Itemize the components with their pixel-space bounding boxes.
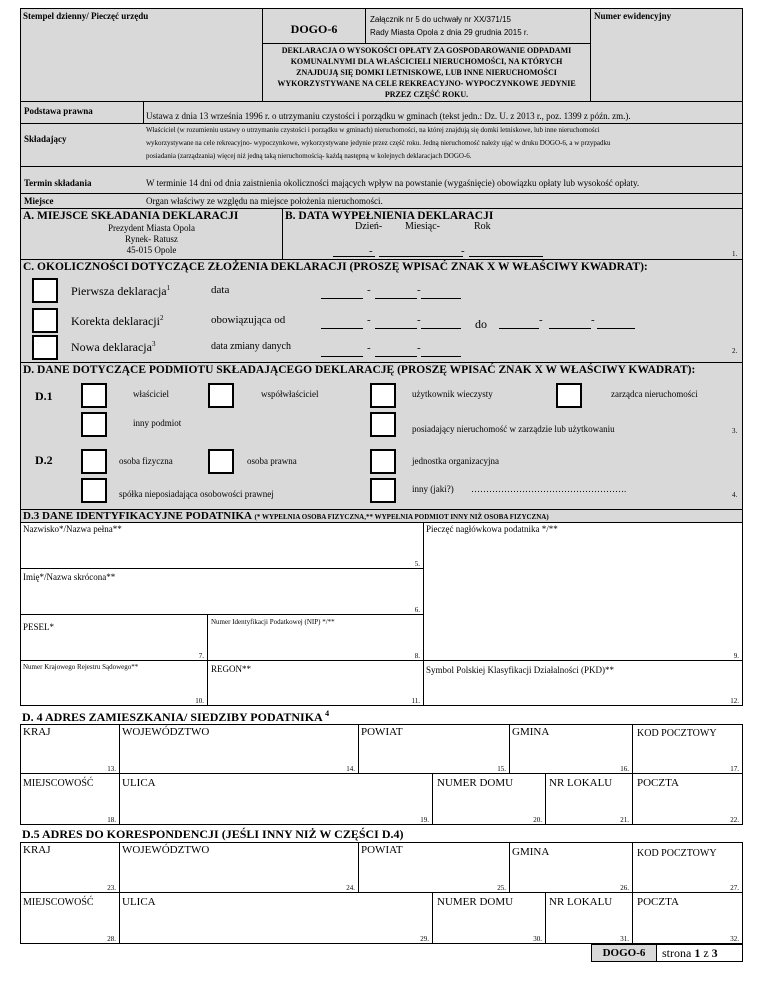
taxpayer-stamp-label: Pieczęć nagłówkowa podatnika */** [426,524,558,534]
page-indicator-box [656,944,743,962]
new-date-month[interactable] [375,356,417,357]
surname-field[interactable] [20,522,424,569]
field-number-32: 32. [730,935,739,943]
footer-form-code-box [591,944,657,962]
field-number-29: 29. [420,935,429,943]
field-number-19: 19. [420,816,429,824]
field-number-12: 12. [730,697,739,705]
date-year-field[interactable] [469,256,543,257]
field-number-5: 5. [414,560,420,568]
new-declaration-checkbox[interactable] [32,335,58,360]
d4-voivodeship-label: WOJEWÓDZTWO [122,726,210,738]
section-d3-title-bar [20,509,743,523]
krs-field[interactable] [20,660,208,706]
d5-voivodeship-label: WOJEWÓDZTWO [122,844,210,856]
annex-box [365,8,591,44]
first-date-year[interactable] [421,298,461,299]
pkd-label: Symbol Polskiej Klasyfikacji Działalności (PKD)** [426,665,614,675]
field-number-15: 15. [497,765,506,773]
dash: - [417,314,421,326]
holder-label: posiadający nieruchomość w zarządzie lub użytkowaniu [412,424,615,434]
d5-county-field[interactable] [358,842,510,893]
d4-commune-field[interactable] [509,724,633,774]
office-street: Rynek- Ratusz [125,234,178,244]
d4-house-no-field[interactable] [432,773,546,825]
office-postcode: 45-015 Opole [126,245,177,255]
first-date-month[interactable] [375,298,417,299]
footer-form-code: DOGO-6 [602,947,646,959]
pesel-label: PESEL* [23,622,55,632]
form-code: DOGO-6 [290,22,338,36]
field-number-21: 21. [620,816,629,824]
d5-country-label: KRAJ [23,844,51,856]
office-stamp-label: Stempel dzienny/ Pieczęć urzędu [23,11,149,21]
manager-label: zarządca nieruchomości [611,389,698,399]
dash: - [367,284,371,296]
section-c-title: C. OKOLICZNOŚCI DOTYCZĄCE ZŁOŻENIA DEKLARACJI (PROSZĘ WPISAĆ ZNAK X W WŁAŚCIWY KWADRAT): [23,261,648,273]
section-a-title: A. MIEJSCE SKŁADANIA DEKLARACJI [23,210,239,222]
correction-to-day[interactable] [499,328,539,329]
field-number-20: 20. [533,816,542,824]
office-name: Prezydent Miasta Opola [108,223,195,233]
section-d3-note: (* WYPEŁNIA OSOBA FIZYCZNA,** WYPEŁNIA PODMIOT INNY NIŻ OSOBA FIZYCZNA) [254,513,549,521]
correction-to-year[interactable] [597,328,635,329]
owner-label: właściciel [133,389,169,399]
field-number-30: 30. [533,935,542,943]
place-row [20,193,743,209]
correction-checkbox[interactable] [32,308,58,333]
date-year-label: Rok [474,221,491,232]
d5-postcode-field[interactable] [632,842,743,893]
field-number-22: 22. [730,816,739,824]
d5-country-field[interactable] [20,842,120,893]
correction-date-label: obowiązująca od [211,314,286,326]
d4-street-label: ULICA [122,777,156,789]
d5-commune-label: GMINA [512,846,550,858]
d4-county-label: POWIAT [361,726,403,738]
field-number-13: 13. [107,765,116,773]
date-dash-1: - [369,245,373,257]
form-title-line-3: ZNAJDUJĄ SIĘ DOMKI LETNISKOWE, LUB INNE NIERUCHOMOŚCI [296,68,557,77]
d4-county-field[interactable] [358,724,510,774]
other-entity-label: inny podmiot [133,418,182,428]
org-unit-checkbox[interactable] [370,449,396,474]
field-number-25: 25. [497,884,506,892]
correction-from-year[interactable] [421,328,461,329]
first-name-label: Imię*/Nazwa skrócona** [23,572,116,582]
legal-basis-text: Ustawa z dnia 13 września 1996 r. o utrzymaniu czystości i porządku w gminach (tekst jedn.: Dz. U. z 2013 r., poz. 1399 z późn. zm.). [146,111,631,121]
field-number-3: 3. [732,427,738,435]
regon-field[interactable] [207,660,424,706]
filer-line-3: posiadania (zarządzania) więcej niż jedną taką nieruchomością- każdą następną w kolejnych deklaracjach DOGO-6. [146,152,472,160]
dash: - [367,342,371,354]
other-type-checkbox[interactable] [370,478,396,503]
field-number-7: 7. [198,652,204,660]
correction-to-month[interactable] [549,328,591,329]
form-title-line-4: WYKORZYSTYWANE NA CELE REKREACYJNO- WYPOCZYNKOWE JEDYNIE [277,79,576,88]
holder-checkbox[interactable] [370,412,396,437]
d4-postcode-field[interactable] [632,724,743,774]
form-title-line-5: PRZEZ CZĘŚĆ ROKU. [384,90,469,99]
d4-postcode-label: KOD POCZTOWY [637,728,717,739]
section-d-box [20,362,743,510]
krs-label: Numer Krajowego Rejestru Sądowego** [23,663,139,671]
taxpayer-stamp-field[interactable] [423,522,743,661]
field-number-14: 14. [346,765,355,773]
page-indicator: strona 1 z 3 [662,946,718,960]
date-day-label: Dzień- [355,221,383,232]
form-code-box [262,8,366,44]
legal-person-label: osoba prawna [247,456,297,466]
correction-label: Korekta deklaracji$^2$ [71,314,164,328]
field-number-18: 18. [107,816,116,824]
filer-line-2: wykorzystywane na cele rekreacyjno- wypoczynkowe, wykorzystywane jedynie przez część roku. Jedną nieruchomość należy ująć w druku DOGO-6, a w przypadku [146,139,611,147]
field-number-9: 9. [733,652,739,660]
first-name-field[interactable] [20,568,424,615]
d2-label: D.2 [35,453,53,467]
place-label: Miejsce [24,196,54,206]
correction-to-label: do [475,317,487,331]
deadline-row [20,166,743,194]
field-number-31: 31. [620,935,629,943]
other-type-field[interactable]: ……………………………………………. [471,484,627,494]
field-number-8: 8. [414,652,420,660]
d5-postcode-label: KOD POCZTOWY [637,848,717,859]
d5-street-field[interactable] [119,892,433,944]
new-date-year[interactable] [421,356,461,357]
d5-post-office-label: POCZTA [637,896,679,908]
first-declaration-label: Pierwsza deklaracja$^1$ [71,284,171,298]
natural-person-label: osoba fizyczna [119,456,173,466]
owner-checkbox[interactable] [81,383,107,408]
field-number-23: 23. [107,884,116,892]
d4-country-field[interactable] [20,724,120,774]
section-b-title: B. DATA WYPEŁNIENIA DEKLARACJI [285,210,494,222]
field-number-4: 4. [732,491,738,499]
dash: - [367,314,371,326]
correction-from-day[interactable] [321,328,363,329]
field-number-26: 26. [620,884,629,892]
field-number-24: 24. [346,884,355,892]
co-owner-label: współwłaściciel [261,389,319,399]
filer-label: Składający [24,134,67,144]
filer-line-1: Właściciel (w rozumieniu ustawy o utrzymaniu czystości i porządku w gminach) nieruchomości, na której znajdują się domki letniskowe, lub inne nieruchomości [146,126,600,134]
manager-checkbox[interactable] [556,383,582,408]
field-number-2: 2. [732,347,738,355]
org-unit-label: jednostka organizacyjna [412,456,500,466]
section-d3-title: D.3 DANE IDENTYFIKACYJNE PODATNIKA [23,510,252,522]
d5-house-no-label: NUMER DOMU [437,896,514,908]
correction-from-month[interactable] [375,328,417,329]
form-title-box [262,43,591,102]
legal-basis-row [20,101,743,124]
legal-person-checkbox[interactable] [208,449,234,474]
d5-flat-no-field[interactable] [545,892,633,944]
d4-street-field[interactable] [119,773,433,825]
section-a-box [20,208,283,260]
date-month-label: Miesiąc- [405,221,440,232]
field-number-27: 27. [730,884,739,892]
d4-house-no-label: NUMER DOMU [437,777,514,789]
pkd-field[interactable] [423,660,743,706]
field-number-16: 16. [620,765,629,773]
d5-locality-field[interactable] [20,892,120,944]
d4-country-label: KRAJ [23,726,51,738]
perpetual-user-checkbox[interactable] [370,383,396,408]
field-number-11: 11. [411,697,420,705]
d4-flat-no-field[interactable] [545,773,633,825]
section-b-box [282,208,743,260]
d5-commune-field[interactable] [509,842,633,893]
d5-flat-no-label: NR LOKALU [549,896,613,908]
d5-street-label: ULICA [122,896,156,908]
d5-voivodeship-field[interactable] [119,842,359,893]
section-c-box [20,259,743,363]
pesel-field[interactable] [20,614,208,661]
field-number-1: 1. [732,250,738,258]
deadline-text: W terminie 14 dni od dnia zaistnienia okoliczności mających wpływ na powstanie (wygaśnięcie) obowiązku opłaty lub wysokość opłaty. [146,178,640,188]
nip-label: Numer Identyfikacji Podatkowej (NIP) */** [211,618,335,626]
partnership-label: spółka nieposiadająca osobowości prawnej [119,489,274,499]
first-declaration-date-label: data [211,284,230,296]
legal-basis-label: Podstawa prawna [24,106,93,116]
d4-commune-label: GMINA [512,726,550,738]
field-number-28: 28. [107,935,116,943]
office-stamp-box [20,8,263,102]
other-entity-checkbox[interactable] [81,412,107,437]
first-date-day[interactable] [321,298,363,299]
surname-label: Nazwisko*/Nazwa pełna** [23,524,122,534]
annex-line-1: Załącznik nr 5 do uchwały nr XX/371/15 [370,15,511,24]
section-d4-title: D. 4 ADRES ZAMIESZKANIA/ SIEDZIBY PODATNIKA $^4$ [22,709,330,724]
regon-label: REGON** [211,664,251,674]
partnership-checkbox[interactable] [81,478,107,503]
d1-label: D.1 [35,389,53,403]
dash: - [591,314,595,326]
d4-flat-no-label: NR LOKALU [549,777,613,789]
field-number-10: 10. [195,697,204,705]
d4-locality-label: MIEJSCOWOŚĆ [23,778,94,789]
date-dash-2: - [461,245,465,257]
deadline-label: Termin składania [24,178,92,188]
form-title-line-2: KOMUNALNYMI DLA WŁAŚCICIELI NIERUCHOMOŚCI, NA KTÓRYCH [290,57,563,66]
other-type-label: inny (jaki?) [412,484,454,494]
natural-person-checkbox[interactable] [81,449,107,474]
record-number-label: Numer ewidencyjny [594,11,672,21]
form-title-line-1: DEKLARACJA O WYSOKOŚCI OPŁATY ZA GOSPODAROWANIE ODPADAMI [281,46,572,55]
dash: - [539,314,543,326]
d5-house-no-field[interactable] [432,892,546,944]
annex-line-2: Rady Miasta Opola z dnia 29 grudnia 2015 r. [370,28,529,37]
first-declaration-checkbox[interactable] [32,278,58,303]
new-date-day[interactable] [321,356,363,357]
d5-county-label: POWIAT [361,844,403,856]
section-d-title: D. DANE DOTYCZĄCE PODMIOTU SKŁADAJĄCEGO DEKLARACJĘ (PROSZĘ WPISAĆ ZNAK X W WŁAŚCIWY KWADRAT): [23,364,696,376]
d4-post-office-label: POCZTA [637,777,679,789]
nip-field[interactable] [207,614,424,661]
d4-locality-field[interactable] [20,773,120,825]
d5-locality-label: MIEJSCOWOŚĆ [23,897,94,908]
dash: - [417,342,421,354]
filer-row [20,123,743,167]
d5-post-office-field[interactable] [632,892,743,944]
new-declaration-label: Nowa deklaracja$^3$ [71,340,156,354]
new-declaration-date-label: data zmiany danych [211,341,291,352]
record-number-box [590,8,743,102]
place-text: Organ właściwy ze względu na miejsce położenia nieruchomości. [146,196,383,206]
perpetual-user-label: użytkownik wieczysty [412,389,493,399]
section-d5-title: D.5 ADRES DO KORESPONDENCJI (JEŚLI INNY NIŻ W CZĘŚCI D.4) [22,827,404,841]
dash: - [417,284,421,296]
d4-voivodeship-field[interactable] [119,724,359,774]
d4-post-office-field[interactable] [632,773,743,825]
field-number-17: 17. [730,765,739,773]
field-number-6: 6. [414,606,420,614]
date-month-field[interactable] [379,256,463,257]
co-owner-checkbox[interactable] [208,383,234,408]
